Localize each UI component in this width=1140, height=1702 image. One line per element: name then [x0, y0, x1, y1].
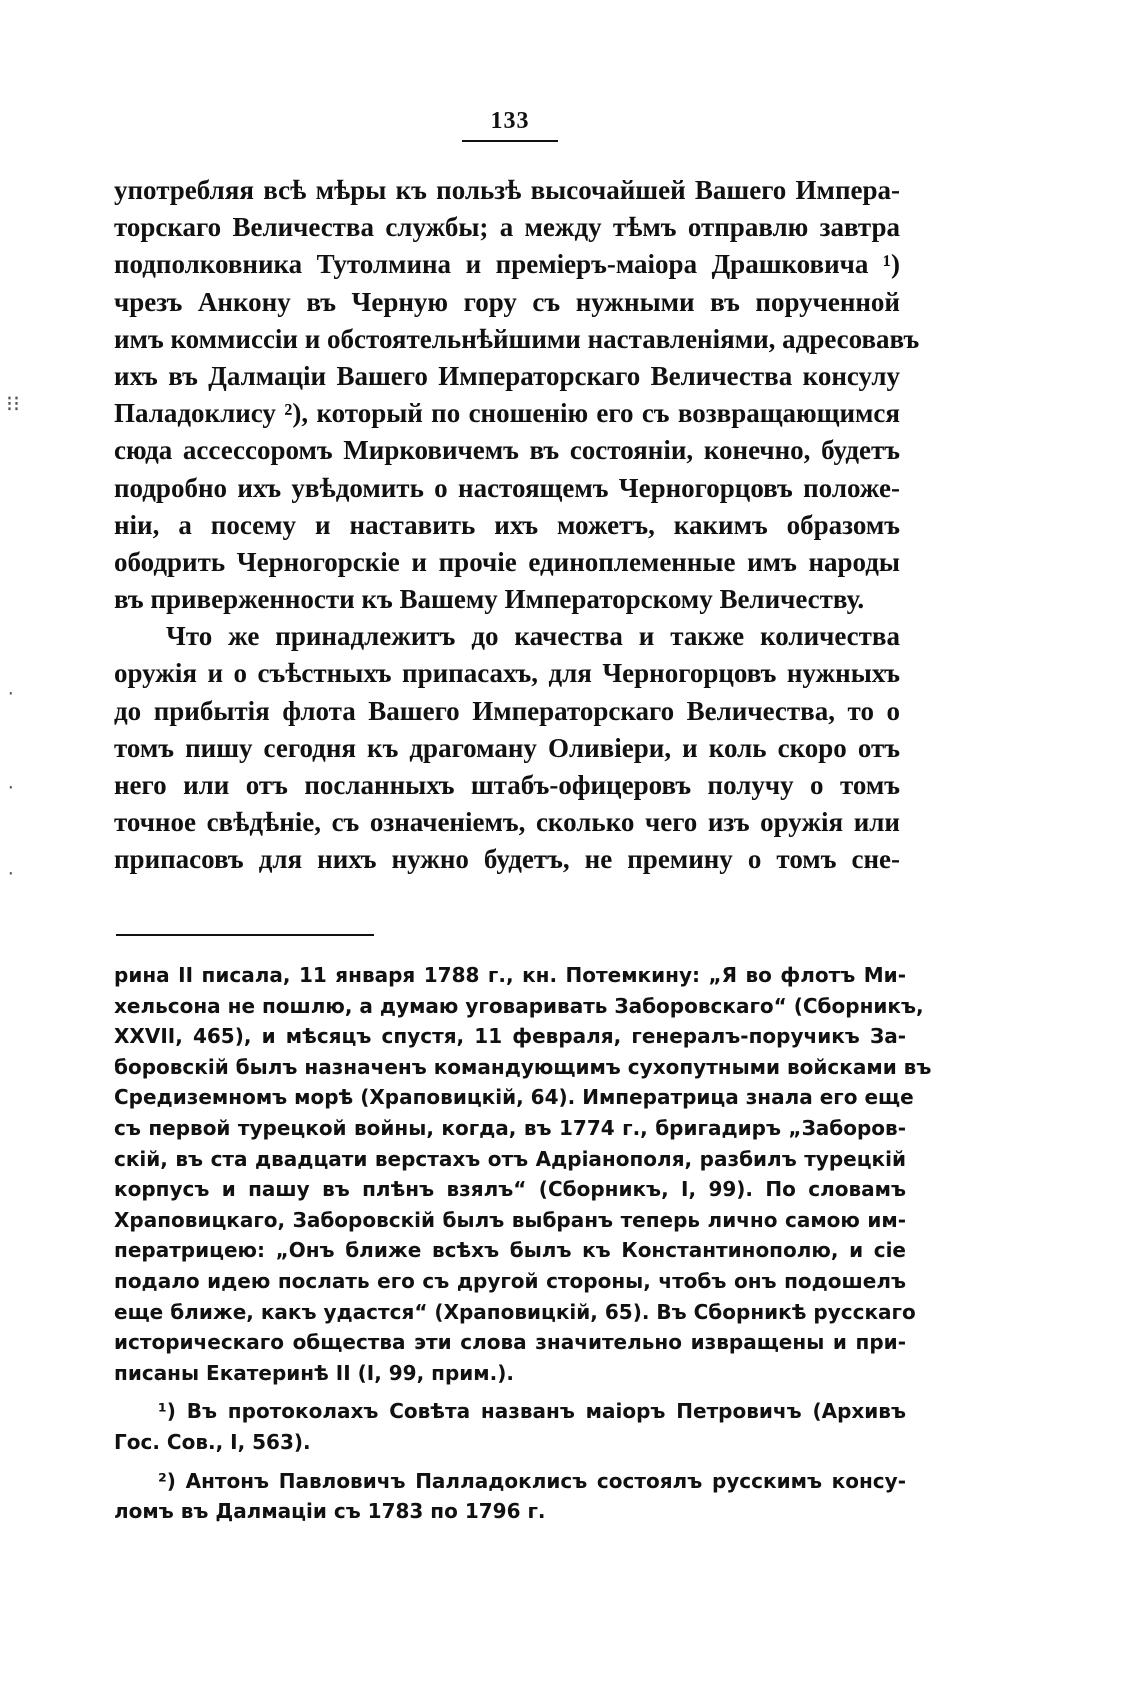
text-line: нiи, а посему и наставить ихъ можетъ, какимъ образомъ	[114, 509, 900, 540]
text-line: ободрить Черногорскiе и прочiе единоплеменные имъ народы	[114, 546, 900, 577]
footnote-gap	[114, 1388, 906, 1396]
text-line: имъ коммиссiи и обстоятельнѣйшими наставленiями, адресовавъ	[114, 323, 920, 354]
text-line: подполковника Тутолмина и премiеръ-маiора Драшковича ¹)	[114, 249, 900, 280]
text-line: чрезъ Анкону въ Черную гору съ нужными въ порученной	[114, 286, 900, 317]
text-line: подробно ихъ увѣдомить о настоящемъ Черногорцовъ положе-	[114, 472, 900, 503]
footnote-2-line: ²) Антонъ Павловичъ Палладоклисъ состоялъ русскимъ консу-	[158, 1468, 906, 1493]
footnote-line: еще ближе, какъ удастся“ (Храповицкiй, 65). Въ Сборникѣ русскаго	[114, 1299, 916, 1324]
footnote-line: Храповицкаго, Заборовскiй былъ выбранъ теперь лично самою им-	[114, 1207, 906, 1232]
footnote-1-line: Гос. Сов., I, 563).	[114, 1429, 311, 1454]
text-line: томъ пишу сегодня къ драгоману Оливiери, и коль скоро отъ	[114, 732, 900, 763]
footnote-2-line: ломъ въ Далмацiи съ 1783 по 1796 г.	[114, 1499, 546, 1524]
text-line: оружiя и о съѣстныхъ припасахъ, для Черногорцовъ нужныхъ	[114, 658, 900, 689]
margin-dot-mark: ·	[6, 864, 16, 883]
text-line: припасовъ для нихъ нужно будетъ, не премину о томъ сне-	[114, 844, 900, 875]
footnotes	[114, 960, 932, 1527]
footnote-line: боровскiй былъ назначенъ командующимъ сухопутными войсками въ	[114, 1054, 932, 1079]
footnote-line: хельсона не пошлю, а думаю уговаривать Заборовскаго“ (Сборникъ,	[114, 993, 924, 1018]
text-line: сюда ассессоромъ Мирковичемъ въ состоянiи, конечно, будетъ	[114, 435, 900, 466]
text-line: Что же принадлежитъ до качества и также количества	[166, 621, 900, 652]
text-line: употребляя всѣ мѣры къ пользѣ высочайшей Вашего Импера-	[114, 175, 900, 205]
text-line: ихъ въ Далмацiи Вашего Императорскаго Величества консулу	[114, 360, 900, 391]
footnote-line: ператрицею: „Онъ ближе всѣхъ былъ къ Константинополю, и сiе	[114, 1238, 906, 1263]
footnote-line: корпусъ и пашу въ плѣнъ взялъ“ (Сборникъ, I, 99). По словамъ	[114, 1177, 906, 1202]
margin-dot-mark: ·	[6, 778, 16, 797]
margin-bracket-mark: ⁝⁝	[6, 392, 20, 417]
main-text	[114, 172, 920, 879]
footnote-line: рина II писала, 11 января 1788 г., кн. Потемкину: „Я во флотъ Ми-	[114, 963, 906, 987]
footnote-line: историческаго общества эти слова значительно извращены и при-	[114, 1330, 906, 1355]
text-line: въ приверженности къ Вашему Императорскому Величеству.	[114, 584, 865, 615]
footnote-1-line: ¹) Въ протоколахъ Совѣта названъ маiоръ Петровичъ (Архивъ	[158, 1399, 906, 1424]
text-line: до прибытiя флота Вашего Императорскаго Величества, то о	[114, 695, 900, 726]
footnote-line: скiй, въ ста двадцати верстахъ отъ Адрiанополя, разбилъ турецкiй	[114, 1146, 906, 1171]
page-number-rule	[462, 140, 558, 142]
text-line: Паладоклису ²), который по сношенiю его съ возвращающимся	[114, 398, 900, 429]
footnote-line: Средиземномъ морѣ (Храповицкiй, 64). Императрица знала его еще	[114, 1085, 914, 1110]
text-line: точное свѣдѣнiе, съ означенiемъ, сколько чего изъ оружiя или	[114, 807, 900, 838]
page-number: 133	[490, 108, 530, 134]
text-line: торскаго Величества службы; а между тѣмъ отправлю завтра	[114, 212, 900, 243]
footnote-line: съ первой турецкой войны, когда, въ 1774 г., бригадиръ „Заборов-	[114, 1115, 906, 1140]
footnote-line: XXVII, 465), и мѣсяцъ спустя, 11 февраля, генералъ-поручикъ За-	[114, 1024, 906, 1049]
footnote-line: подало идею послать его съ другой стороны, чтобъ онъ подошелъ	[114, 1268, 906, 1293]
text-line: него или отъ посланныхъ штабъ-офицеровъ получу о томъ	[114, 770, 900, 800]
footnote-gap	[114, 1458, 906, 1466]
footnote-separator	[116, 934, 374, 936]
footnote-line: писаны Екатеринѣ II (I, 99, прим.).	[114, 1360, 514, 1385]
margin-dot-mark: ·	[6, 684, 16, 703]
